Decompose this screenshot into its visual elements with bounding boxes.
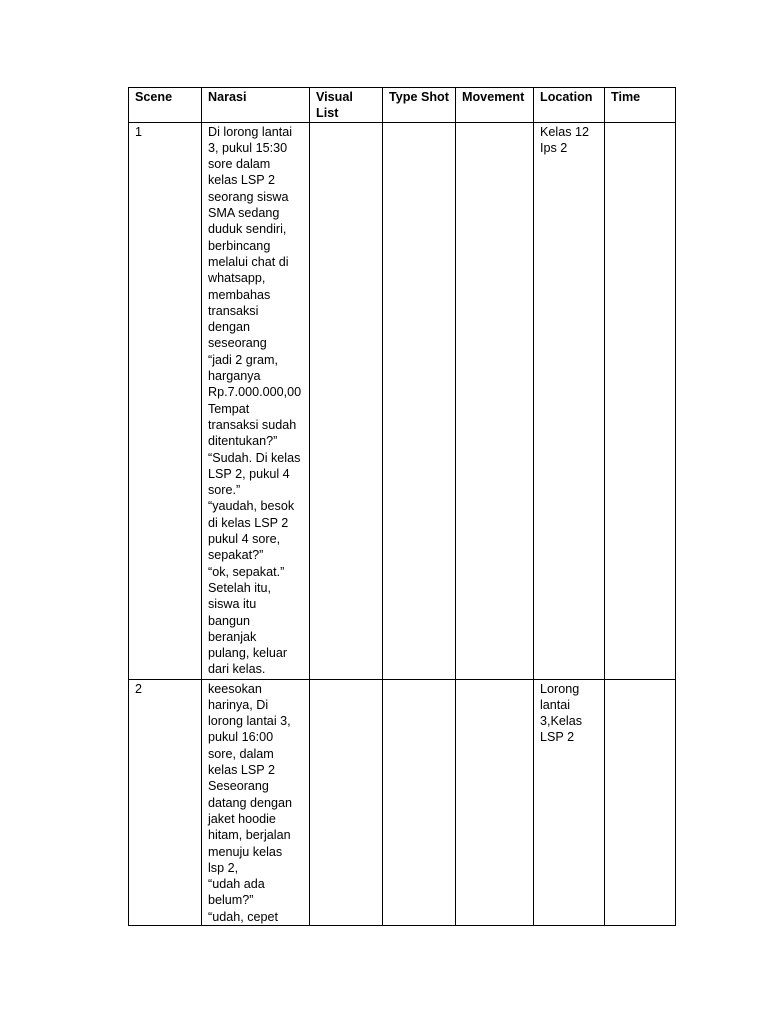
movement-cell bbox=[456, 122, 534, 679]
scene-number: 1 bbox=[129, 122, 202, 679]
header-narasi: Narasi bbox=[202, 88, 310, 123]
header-time: Time bbox=[605, 88, 676, 123]
location-cell: Kelas 12 Ips 2 bbox=[534, 122, 605, 679]
type-shot-cell bbox=[383, 122, 456, 679]
type-shot-cell bbox=[383, 679, 456, 925]
location-cell: Lorong lantai 3,Kelas LSP 2 bbox=[534, 679, 605, 925]
header-location: Location bbox=[534, 88, 605, 123]
narasi-cell: Di lorong lantai 3, pukul 15:30 sore dalam kelas LSP 2 seorang siswa SMA sedang duduk sendiri, berbincang melalui chat di whatsapp, membahas transaksi dengan seseorang “jadi 2 gram, harganya Rp.7.000.000,00 Tempat transaksi sudah ditentukan?” “Sudah. Di kelas LSP 2, pukul 4 sore.” “yaudah, besok di kelas LSP 2 pukul 4 sore, sepakat?” “ok, sepakat.” Setelah itu, siswa itu bangun beranjak pulang, keluar dari kelas. bbox=[202, 122, 310, 679]
narasi-cell: keesokan harinya, Di lorong lantai 3, pukul 16:00 sore, dalam kelas LSP 2 Seseorang datang dengan jaket hoodie hitam, berjalan menuju kelas lsp 2, “udah ada belum?” “udah, cepet bbox=[202, 679, 310, 925]
header-visual-list: Visual List bbox=[310, 88, 383, 123]
table-row bbox=[129, 679, 676, 925]
movement-cell bbox=[456, 679, 534, 925]
visual-list-cell bbox=[310, 679, 383, 925]
header-scene: Scene bbox=[129, 88, 202, 123]
scene-number: 2 bbox=[129, 679, 202, 925]
time-cell bbox=[605, 122, 676, 679]
visual-list-cell bbox=[310, 122, 383, 679]
scene-table bbox=[128, 87, 676, 926]
header-movement: Movement bbox=[456, 88, 534, 123]
table-header-row bbox=[129, 88, 676, 123]
time-cell bbox=[605, 679, 676, 925]
table-row bbox=[129, 122, 676, 679]
header-type-shot: Type Shot bbox=[383, 88, 456, 123]
